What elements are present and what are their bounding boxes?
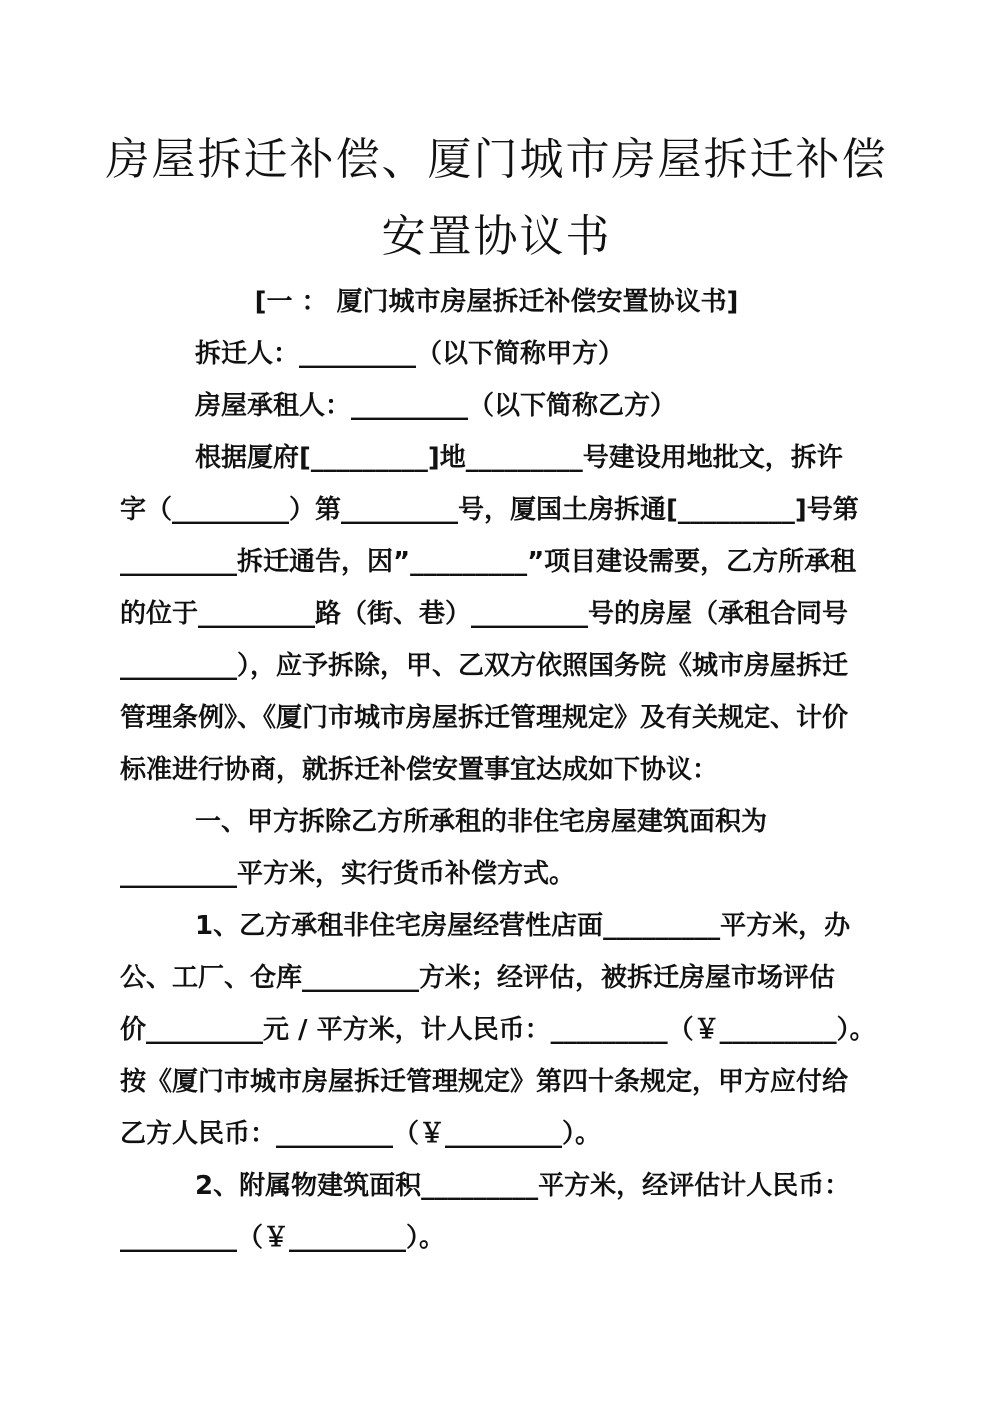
paragraph-line: _________），应予拆除，甲、乙双方依照国务院《城市房屋拆迁	[120, 651, 849, 681]
paragraph-line: 标准进行协商，就拆迁补偿安置事宜达成如下协议：	[120, 755, 719, 785]
paragraph-line: 价_________元 / 平方米，计人民币：_________（￥_________）。	[120, 1015, 876, 1045]
paragraph-line: 房屋承租人：_________（以下简称乙方）	[195, 391, 677, 421]
paragraph-line: _________平方米，实行货币补偿方式。	[120, 859, 576, 889]
paragraph-line: 按《厦门市城市房屋拆迁管理规定》第四十条规定，甲方应付给	[120, 1067, 849, 1097]
document-title-line-1: 房屋拆迁补偿、厦门城市房屋拆迁补偿	[105, 134, 888, 185]
paragraph-line: 的位于_________路（街、巷）_________号的房屋（承租合同号	[120, 599, 849, 629]
paragraph-line: _________拆迁通告，因”_________”项目建设需要，乙方所承租	[120, 547, 857, 577]
document-title-line-2: 安置协议书	[381, 211, 612, 262]
paragraph-line: 根据厦府[_________]地_________号建设用地批文，拆许	[195, 443, 843, 473]
paragraph-line: 管理条例》、《厦门市城市房屋拆迁管理规定》及有关规定、计价	[120, 703, 849, 733]
paragraph-line: 1、乙方承租非住宅房屋经营性店面_________平方米，办	[195, 911, 851, 941]
paragraph-line: 拆迁人：_________（以下简称甲方）	[195, 339, 625, 369]
paragraph-line: 乙方人民币：_________（￥_________）。	[120, 1119, 602, 1149]
paragraph-line: 2、附属物建筑面积_________平方米，经评估计人民币：	[195, 1171, 851, 1201]
document-subtitle: [一 ： 厦门城市房屋拆迁补偿安置协议书]	[254, 287, 739, 317]
paragraph-line: 一、甲方拆除乙方所承租的非住宅房屋建筑面积为	[195, 807, 768, 837]
paragraph-line: 公、工厂、仓库_________方米；经评估，被拆迁房屋市场评估	[120, 963, 836, 993]
paragraph-line: _________（￥_________）。	[120, 1223, 446, 1253]
paragraph-line: 字（_________）第_________号，厦国土房拆通[_________]号第	[120, 495, 859, 525]
